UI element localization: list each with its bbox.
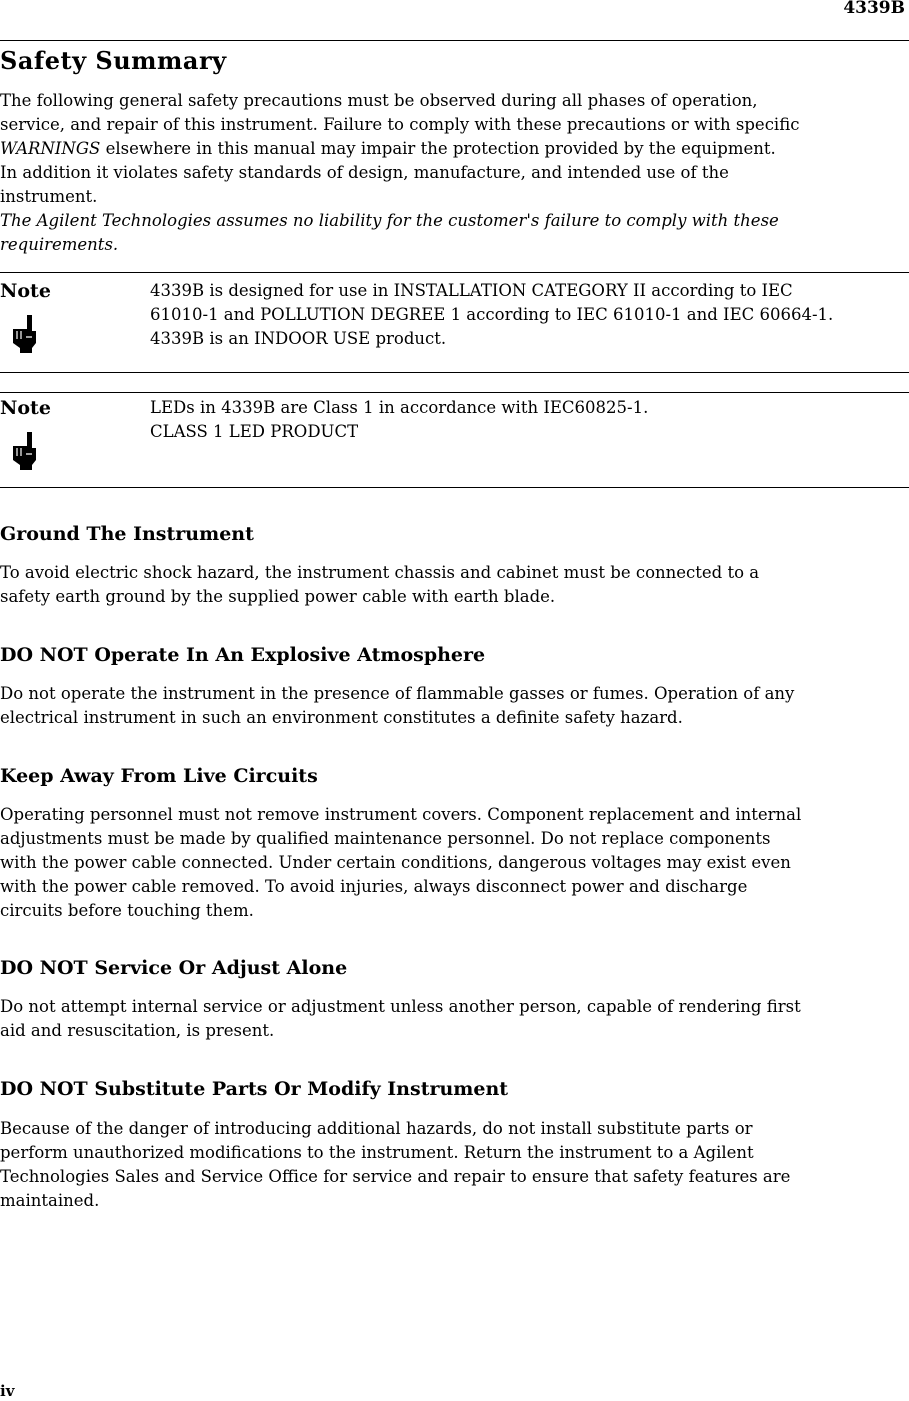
text: elsewhere in this manual may impair the protection provided by the equipment.	[100, 139, 776, 158]
text-line: 61010-1 and POLLUTION DEGREE 1 according to IEC 61010-1 and IEC 60664-1.	[150, 305, 834, 324]
note-text	[150, 396, 909, 444]
text-line: To avoid electric shock hazard, the instrument chassis and cabinet must be connected to a	[0, 563, 760, 582]
section-text	[0, 1117, 909, 1213]
note-label: Note	[0, 280, 51, 302]
divider	[0, 487, 909, 488]
text-line: Operating personnel must not remove instrument covers. Component replacement and internal	[0, 805, 802, 824]
text-line: 4339B is designed for use in INSTALLATION CATEGORY II according to IEC	[150, 281, 793, 300]
divider	[0, 40, 909, 41]
section-heading: Keep Away From Live Circuits	[0, 765, 318, 787]
text-line: The following general safety precautions must be observed during all phases of operation,	[0, 91, 758, 110]
section-heading: Ground The Instrument	[0, 523, 254, 545]
text-line: CLASS 1 LED PRODUCT	[150, 422, 359, 441]
text-line: instrument.	[0, 187, 98, 206]
text-line: requirements.	[0, 235, 119, 254]
note-text	[150, 279, 909, 351]
text-line: Do not operate the instrument in the presence of flammable gasses or fumes. Operation of any	[0, 684, 795, 703]
section-heading: DO NOT Operate In An Explosive Atmosphere	[0, 644, 486, 666]
text-line: electrical instrument in such an environment constitutes a definite safety hazard.	[0, 708, 683, 727]
note-label: Note	[0, 397, 51, 419]
text-line: Do not attempt internal service or adjustment unless another person, capable of rendering first	[0, 997, 801, 1016]
text-line: Because of the danger of introducing additional hazards, do not install substitute parts or	[0, 1119, 753, 1138]
warnings-term: WARNINGS	[0, 139, 101, 158]
text-line: In addition it violates safety standards of design, manufacture, and intended use of the	[0, 163, 729, 182]
section-heading: DO NOT Service Or Adjust Alone	[0, 957, 348, 979]
pointing-hand-icon	[10, 432, 40, 470]
header-model: 4339B	[843, 0, 905, 18]
text-line: circuits before touching them.	[0, 901, 254, 920]
section-heading: DO NOT Substitute Parts Or Modify Instrument	[0, 1078, 509, 1100]
text-line: Technologies Sales and Service Office for service and repair to ensure that safety features are	[0, 1167, 791, 1186]
text-line: 4339B is an INDOOR USE product.	[150, 329, 447, 348]
section-text	[0, 561, 909, 609]
text-line	[0, 137, 909, 161]
pointing-hand-icon	[10, 315, 40, 353]
divider	[0, 272, 909, 273]
intro-paragraph	[0, 89, 909, 257]
text-line: safety earth ground by the supplied power cable with earth blade.	[0, 587, 556, 606]
text-line: LEDs in 4339B are Class 1 in accordance with IEC60825-1.	[150, 398, 649, 417]
section-text	[0, 995, 909, 1043]
text-line: maintained.	[0, 1191, 100, 1210]
section-text	[0, 803, 909, 923]
text-line: The Agilent Technologies assumes no liability for the customer's failure to comply with these	[0, 211, 779, 230]
text-line: service, and repair of this instrument. Failure to comply with these precautions or with specific	[0, 115, 800, 134]
text-line: aid and resuscitation, is present.	[0, 1021, 275, 1040]
divider	[0, 392, 909, 393]
divider	[0, 372, 909, 373]
page-number: iv	[0, 1382, 15, 1400]
text-line: with the power cable removed. To avoid injuries, always disconnect power and discharge	[0, 877, 748, 896]
section-text	[0, 682, 909, 730]
text-line: with the power cable connected. Under certain conditions, dangerous voltages may exist even	[0, 853, 791, 872]
page-title: Safety Summary	[0, 46, 227, 75]
text-line: adjustments must be made by qualified maintenance personnel. Do not replace components	[0, 829, 771, 848]
text-line: perform unauthorized modifications to the instrument. Return the instrument to a Agilent	[0, 1143, 754, 1162]
